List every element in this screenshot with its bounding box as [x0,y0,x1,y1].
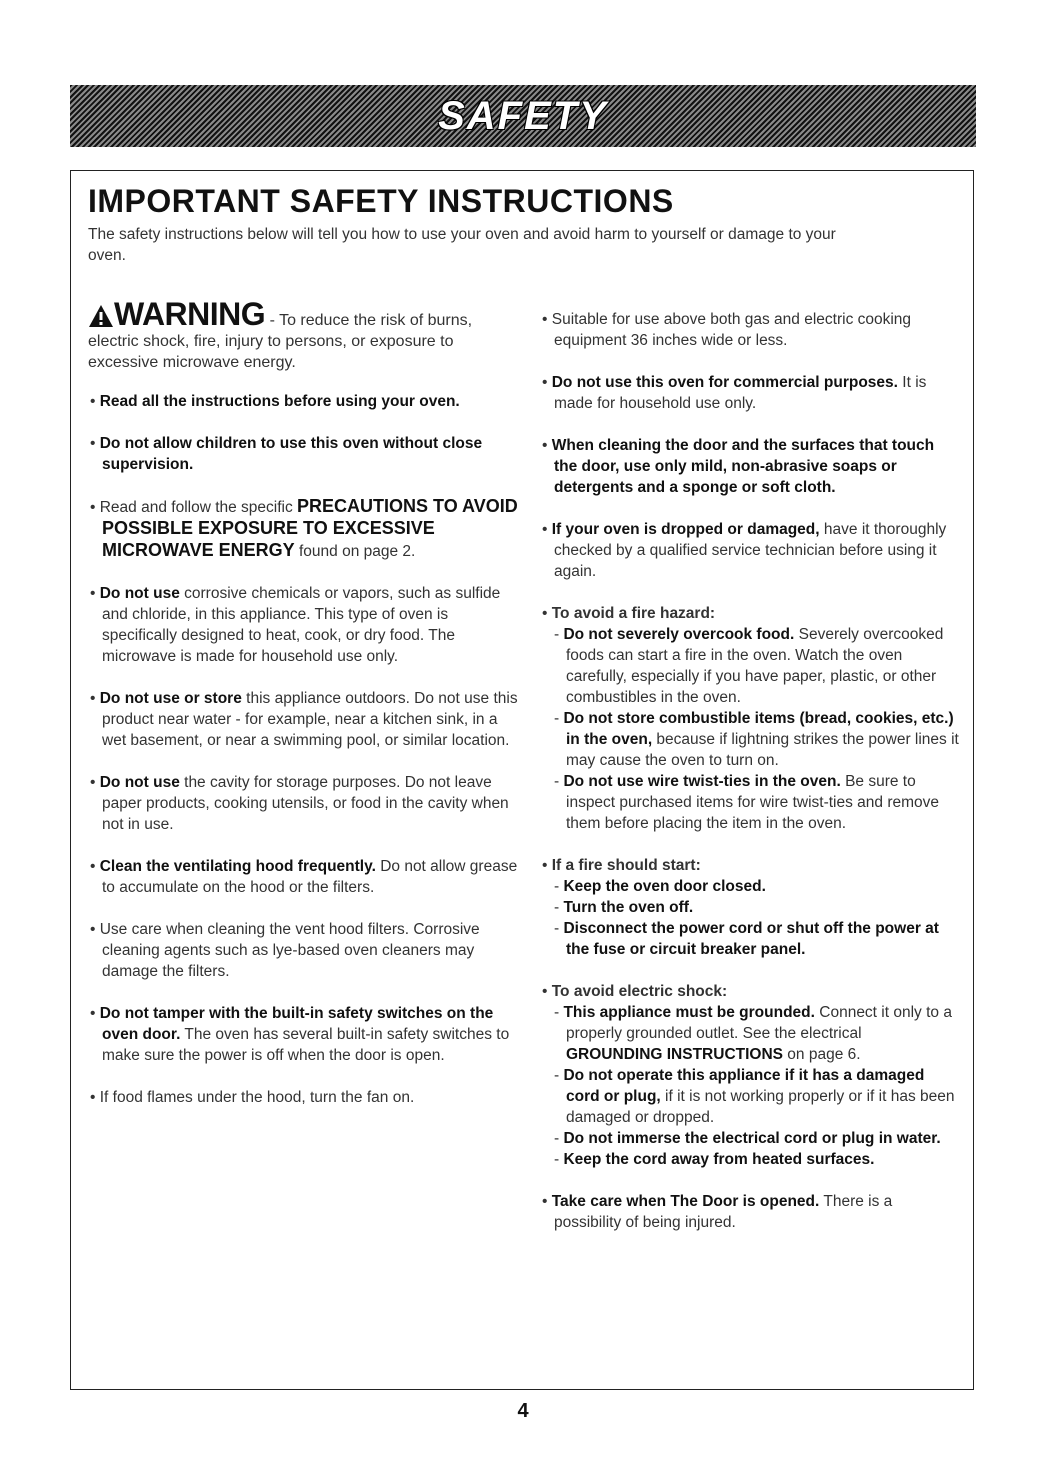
list-item: • To avoid a fire hazard: [542,605,716,622]
sub-item: - Keep the oven door closed. [554,878,766,895]
list-item: • If a fire should start: [542,857,701,874]
warning-lead: - To reduce the risk of burns, electric shock, fire, injury to persons, or exposure to excessive microwave energy. [88,312,473,371]
list-item: • Suitable for use above both gas and electric cooking equipment 36 inches wide or less. [542,311,912,349]
sub-item: - Do not operate this appliance if it has a damaged cord or plug, if it is not working properly or if it has been damaged or dropped. [554,1067,955,1126]
list-item: • Do not tamper with the built-in safety switches on the oven door. The oven has several built-in safety switches to make sure the power is off when the door is open. [90,1005,510,1064]
list-item: • Clean the ventilating hood frequently. Do not allow grease to accumulate on the hood or the filters. [90,858,518,896]
section-banner [70,85,976,147]
warning-word: WARNING [114,296,266,332]
list-item: • Do not use or store this appliance outdoors. Do not use this product near water - for example, near a kitchen sink, in a wet basement, or near a swimming pool, or similar location. [90,690,518,749]
sub-list [540,1002,960,1170]
page-title: IMPORTANT SAFETY INSTRUCTIONS [88,183,674,219]
list-item: • Use care when cleaning the vent hood filters. Corrosive cleaning agents such as lye-based oven cleaners may damage the filters. [90,921,480,980]
intro-text: The safety instructions below will tell you how to use your oven and avoid harm to yourself or damage to your oven. [88,226,836,264]
sub-item: - Disconnect the power cord or shut off the power at the fuse or circuit breaker panel. [554,920,939,958]
sub-item: - Do not use wire twist-ties in the oven. Be sure to inspect purchased items for wire twist-ties and remove them before placing the item in the oven. [554,773,940,832]
right-column [540,309,960,1254]
list-item: • When cleaning the door and the surfaces that touch the door, use only mild, non-abrasive soaps or detergents and a sponge or soft cloth. [542,437,935,496]
list-item: • If food flames under the hood, turn the fan on. [90,1089,415,1106]
list-item: • Do not use this oven for commercial purposes. It is made for household use only. [542,374,927,412]
sub-item: - Do not severely overcook food. Severely overcooked foods can start a fire in the oven. Watch the oven carefully, especially if you have paper, plastic, or other combustibles in the oven. [554,626,944,706]
warning-triangle-icon [88,304,114,328]
page-number: 4 [517,1400,529,1422]
list-item: • Take care when The Door is opened. There is a possibility of being injured. [542,1193,893,1231]
sub-list [540,876,960,960]
sub-item: - This appliance must be grounded. Connect it only to a properly grounded outlet. See the electrical GROUNDING INSTRUCTIONS on page 6. [554,1004,952,1063]
banner-title: SAFETY [438,93,608,138]
list-item: • If your oven is dropped or damaged, have it thoroughly checked by a qualified service technician before using it again. [542,521,947,580]
sub-item: - Do not store combustible items (bread, cookies, etc.) in the oven, because if lightning strikes the power lines it may cause the oven to turn on. [554,710,959,769]
sub-list [540,624,960,834]
sub-item: - Do not immerse the electrical cord or plug in water. [554,1130,941,1147]
list-item: • Read and follow the specific PRECAUTIONS TO AVOID POSSIBLE EXPOSURE TO EXCESSIVE MICROWAVE ENERGY found on page 2. [90,496,518,560]
list-item: • Read all the instructions before using your oven. [90,393,460,410]
warning-block [88,296,518,373]
sub-item: - Keep the cord away from heated surfaces. [554,1151,875,1168]
list-item: • Do not use corrosive chemicals or vapors, such as sulfide and chloride, in this appliance. This type of oven is specifically designed to heat, cook, or dry food. The microwave is made for household use only. [90,585,501,665]
sub-item: - Turn the oven off. [554,899,694,916]
left-column [88,296,518,1129]
list-item: • Do not use the cavity for storage purposes. Do not leave paper products, cooking utensils, or food in the cavity when not in use. [90,774,509,833]
list-item: • Do not allow children to use this oven without close supervision. [90,435,483,473]
list-item: • To avoid electric shock: [542,983,728,1000]
